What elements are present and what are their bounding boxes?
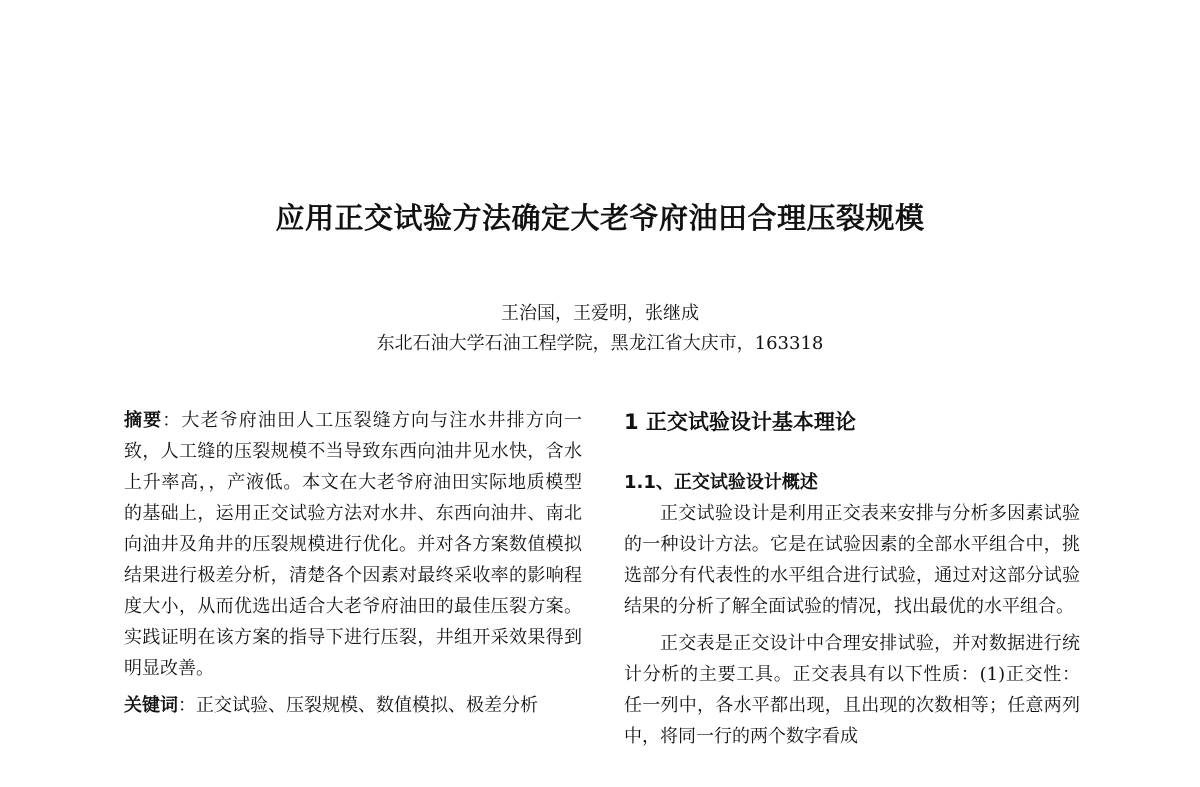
left-column	[124, 405, 582, 721]
keywords-text: ：正交试验、压裂规模、数值模拟、极差分析	[178, 695, 538, 716]
body-paragraph: 正交试验设计是利用正交表来安排与分析多因素试验的一种设计方法。它是在试验因素的全部水平组合中，挑选部分有代表性的水平组合进行试验，通过对这部分试验结果的分析了解全面试验的情况，找出最优的水平组合。	[624, 503, 1080, 617]
affiliation: 东北石油大学石油工程学院，黑龙江省大庆市，163318	[376, 333, 824, 354]
abstract	[124, 405, 582, 684]
right-column	[624, 405, 1080, 752]
subsection-heading: 1.1、正交试验设计概述	[624, 472, 818, 493]
authors: 王治国，王爱明，张继成	[501, 303, 699, 324]
abstract-label: 摘要	[124, 410, 163, 431]
keywords-label: 关键词	[124, 695, 178, 716]
keywords	[124, 690, 582, 721]
paper-title: 应用正交试验方法确定大老爷府油田合理压裂规模	[275, 201, 925, 235]
abstract-text: ：大老爷府油田人工压裂缝方向与注水井排方向一致，人工缝的压裂规模不当导致东西向油井见水快，含水上升率高，，产液低。本文在大老爷府油田实际地质模型的基础上，运用正交试验方法对水井、东西向油井、南北向油井及角井的压裂规模进行优化。并对各方案数值模拟结果进行极差分析，清楚各个因素对最终采收率的影响程度大小，从而优选出适合大老爷府油田的最佳压裂方案。实践证明在该方案的指导下进行压裂，井组开采效果得到明显改善。	[124, 410, 583, 679]
section-heading: 1 正交试验设计基本理论	[624, 410, 856, 434]
body-paragraph: 正交表是正交设计中合理安排试验，并对数据进行统计分析的主要工具。正交表具有以下性质：(1)正交性：任一列中，各水平都出现，且出现的次数相等；任意两列中，将同一行的两个数字看成	[624, 633, 1080, 747]
